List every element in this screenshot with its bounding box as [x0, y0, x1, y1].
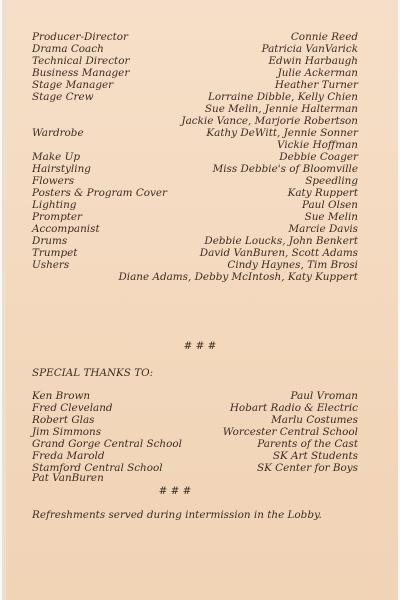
thanks-row: [32, 450, 358, 462]
thanks-row: [32, 414, 358, 426]
credit-row: [32, 259, 358, 271]
thanks-right: SK Art Students: [272, 450, 358, 462]
credit-row: [32, 211, 358, 223]
thanks-row: [32, 402, 358, 414]
thanks-right: Parents of the Cast: [257, 438, 358, 450]
credit-name: David VanBuren, Scott Adams: [199, 247, 358, 259]
credit-name: Patricia VanVarick: [261, 43, 358, 55]
credit-role: Stage Crew: [32, 91, 94, 103]
thanks-left: Freda Marold: [32, 450, 105, 462]
credit-role: Technical Director: [32, 55, 130, 67]
credit-row: [32, 199, 358, 211]
thanks-left: Stamford Central School: [32, 462, 163, 474]
credit-row: [32, 271, 358, 283]
thanks-right: Paul Vroman: [290, 390, 358, 402]
credit-role: Trumpet: [32, 247, 78, 259]
credit-name: Miss Debbie's of Bloomville: [212, 163, 358, 175]
credit-role: Lighting: [32, 199, 77, 211]
credit-name: Diane Adams, Debby McIntosh, Katy Kuppert: [118, 271, 358, 283]
credit-role: Drums: [32, 235, 68, 247]
credit-row: [32, 79, 358, 91]
thanks-right: SK Center for Boys: [256, 462, 358, 474]
credit-name: Julie Ackerman: [277, 67, 358, 79]
credit-role: Posters & Program Cover: [32, 187, 168, 199]
credit-row: [32, 187, 358, 199]
credit-row: [32, 151, 358, 163]
credit-row: [32, 55, 358, 67]
credit-row: [32, 223, 358, 235]
credit-role: Business Manager: [32, 67, 130, 79]
thanks-right: Hobart Radio & Electric: [229, 402, 358, 414]
credit-name: Vickie Hoffman: [277, 139, 358, 151]
thanks-left: Fred Cleveland: [32, 402, 113, 414]
thanks-row: [32, 438, 358, 450]
credit-role: Drama Coach: [32, 43, 104, 55]
thanks-left: Pat VanBuren: [32, 472, 104, 484]
credit-name: Debbie Loucks, John Benkert: [204, 235, 358, 247]
credit-role: Hairstyling: [32, 163, 91, 175]
thanks-right: Worcester Central School: [222, 426, 358, 438]
credit-name: Edwin Harbaugh: [268, 55, 358, 67]
credit-role: Stage Manager: [32, 79, 114, 91]
credit-row: [32, 247, 358, 259]
credit-name: Kathy DeWitt, Jennie Sonner: [206, 127, 358, 139]
credit-name: Connie Reed: [290, 31, 358, 43]
credit-name: Katy Ruppert: [287, 187, 358, 199]
credit-name: Jackie Vance, Marjorie Robertson: [181, 115, 358, 127]
credit-role: Flowers: [32, 175, 75, 187]
credit-role: Accompanist: [32, 223, 100, 235]
credit-name: Lorraine Dibble, Kelly Chien: [207, 91, 358, 103]
credit-row: [32, 175, 358, 187]
credit-role: Producer-Director: [32, 31, 128, 43]
thanks-left: Ken Brown: [32, 390, 91, 402]
credit-row: [32, 31, 358, 43]
credit-role: Wardrobe: [32, 127, 84, 139]
credit-name: Sue Melin, Jennie Halterman: [204, 103, 358, 115]
thanks-left: Robert Glas: [32, 414, 95, 426]
thanks-row: [32, 390, 358, 402]
credit-name: Speedling: [305, 175, 358, 187]
credit-row: [32, 91, 358, 103]
credit-row: [32, 163, 358, 175]
credit-row: [32, 103, 358, 115]
thanks-row: [32, 426, 358, 438]
credit-name: Debbie Coager: [279, 151, 358, 163]
section-separator: # # #: [183, 340, 217, 352]
credit-row: [32, 115, 358, 127]
special-thanks-heading: SPECIAL THANKS TO:: [32, 367, 154, 379]
thanks-right: Marlu Costumes: [271, 414, 358, 426]
credit-name: Paul Olsen: [301, 199, 358, 211]
thanks-left: Grand Gorge Central School: [32, 438, 182, 450]
credit-row: [32, 67, 358, 79]
credit-row: [32, 139, 358, 151]
credit-role: Make Up: [32, 151, 80, 163]
credit-name: Sue Melin: [304, 211, 358, 223]
credit-role: Ushers: [32, 259, 70, 271]
credit-row: [32, 43, 358, 55]
refreshments-note: Refreshments served during intermission in the Lobby.: [32, 509, 322, 521]
credit-name: Heather Turner: [274, 79, 358, 91]
credit-row: [32, 235, 358, 247]
credit-name: Marcie Davis: [288, 223, 358, 235]
thanks-row: [32, 472, 358, 484]
section-separator: # # #: [158, 485, 192, 497]
thanks-left: Jim Simmons: [32, 426, 102, 438]
credit-role: Prompter: [32, 211, 83, 223]
credit-row: [32, 127, 358, 139]
credit-name: Cindy Haynes, Tim Brosi: [227, 259, 358, 271]
